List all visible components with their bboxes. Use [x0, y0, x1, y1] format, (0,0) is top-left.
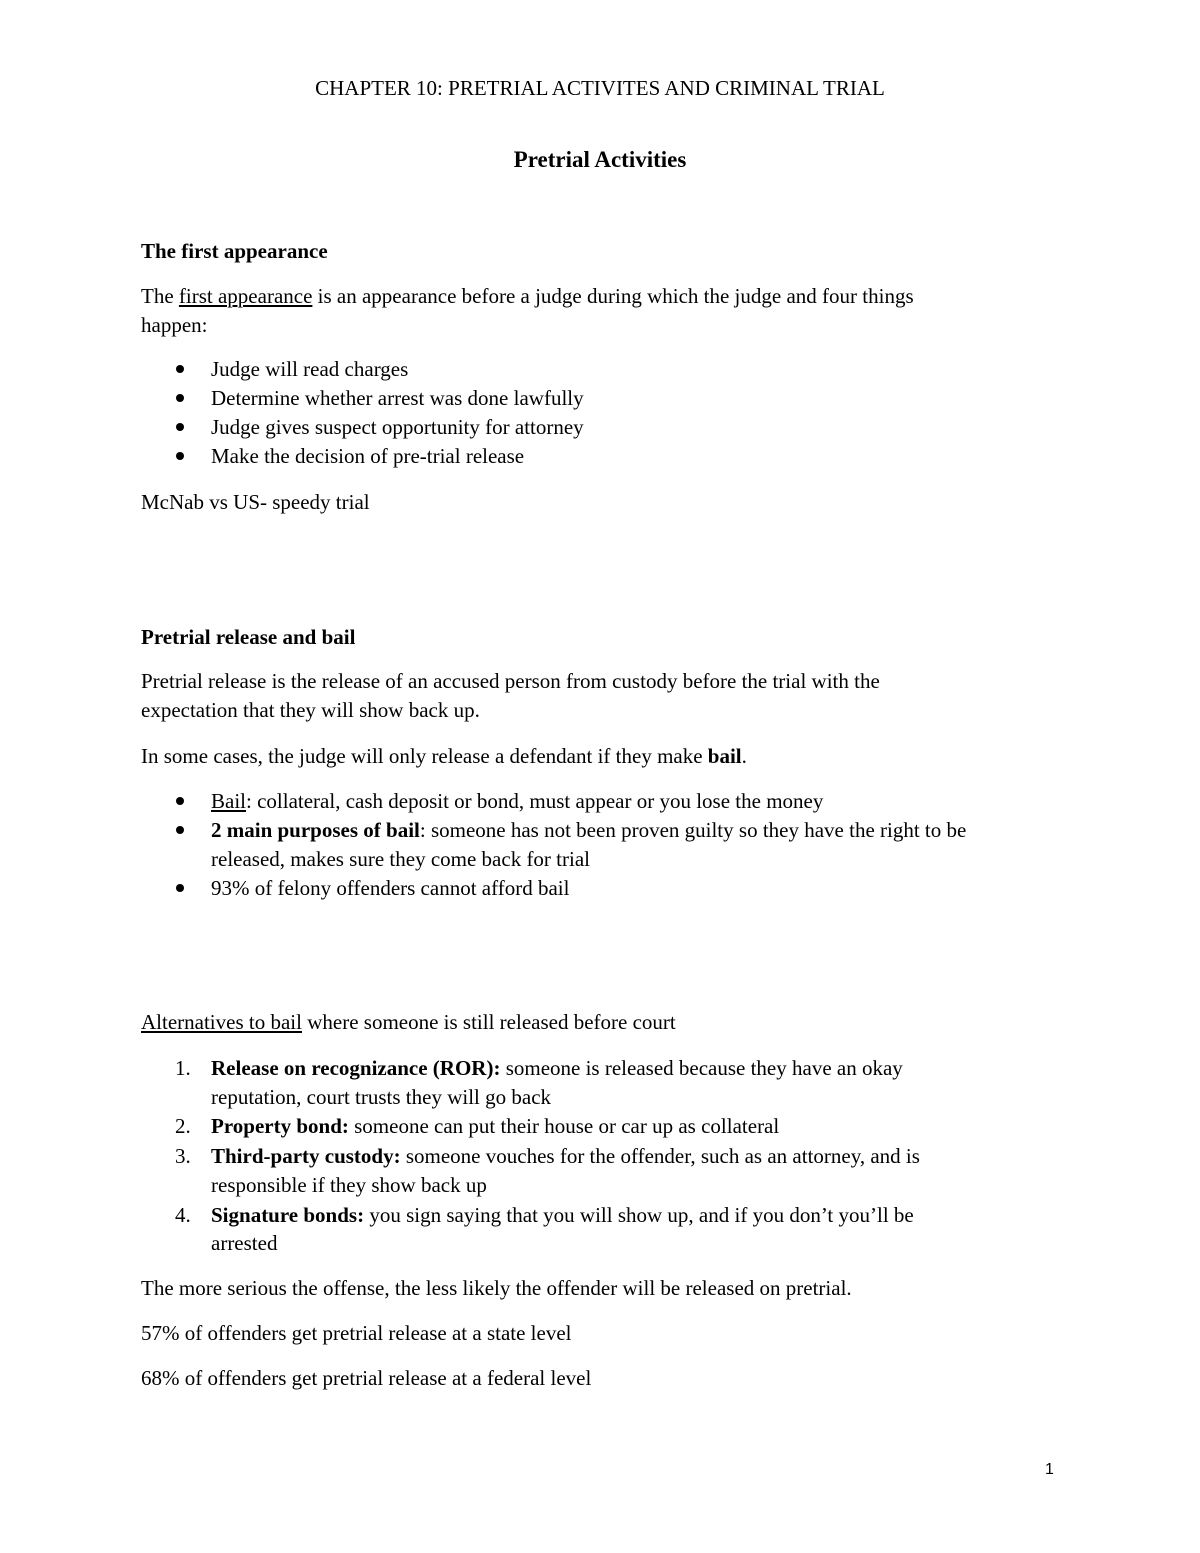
bullet-icon	[176, 884, 184, 892]
list-number: 1.	[175, 1056, 191, 1080]
list-number: 3.	[175, 1144, 191, 1168]
first-appearance-heading: The first appearance	[141, 239, 328, 263]
case-note: McNab vs US- speedy trial	[141, 490, 370, 514]
bullet-icon	[176, 423, 184, 431]
first-appearance-intro-line1: The first appearance is an appearance before a judge during which the judge and four things	[141, 284, 914, 308]
list-item: Release on recognizance (ROR): someone is released because they have an okay	[211, 1056, 903, 1080]
list-item: Make the decision of pre-trial release	[211, 444, 525, 468]
note-state-level: 57% of offenders get pretrial release at a state level	[141, 1321, 572, 1345]
list-item: Judge gives suspect opportunity for attorney	[211, 415, 584, 439]
page-number: 1	[1045, 1461, 1054, 1478]
list-item-continuation: reputation, court trusts they will go back	[211, 1085, 552, 1109]
bullet-icon	[176, 452, 184, 460]
list-item: Bail: collateral, cash deposit or bond, must appear or you lose the money	[211, 789, 824, 813]
list-item-continuation: released, makes sure they come back for trial	[211, 847, 590, 871]
list-item: 93% of felony offenders cannot afford bail	[211, 876, 570, 900]
list-item-continuation: responsible if they show back up	[211, 1173, 487, 1197]
note-serious-offense: The more serious the offense, the less likely the offender will be released on pretrial.	[141, 1276, 852, 1300]
bullet-icon	[176, 797, 184, 805]
pretrial-definition-line1: Pretrial release is the release of an accused person from custody before the trial with the	[141, 669, 880, 693]
first-appearance-term: first appearance	[178, 284, 313, 308]
chapter-title: CHAPTER 10: PRETRIAL ACTIVITES AND CRIMINAL TRIAL	[315, 76, 885, 100]
list-item: 2 main purposes of bail: someone has not been proven guilty so they have the right to be	[211, 818, 967, 842]
pretrial-release-heading: Pretrial release and bail	[141, 625, 356, 649]
list-item: Property bond: someone can put their house or car up as collateral	[211, 1114, 780, 1138]
list-item: Signature bonds: you sign saying that you will show up, and if you don’t you’ll be	[211, 1203, 914, 1227]
bullet-icon	[176, 826, 184, 834]
list-item-continuation: arrested	[211, 1231, 278, 1255]
list-item: Judge will read charges	[211, 357, 409, 381]
note-federal-level: 68% of offenders get pretrial release at a federal level	[141, 1366, 592, 1390]
list-number: 2.	[175, 1114, 191, 1138]
bullet-icon	[176, 394, 184, 402]
bullet-icon	[176, 365, 184, 373]
bail-note: In some cases, the judge will only release a defendant if they make bail.	[141, 744, 747, 768]
section-title: Pretrial Activities	[513, 147, 687, 172]
list-item: Determine whether arrest was done lawfully	[211, 386, 584, 410]
alternatives-heading: Alternatives to bail where someone is still released before court	[141, 1010, 676, 1034]
list-item: Third-party custody: someone vouches for the offender, such as an attorney, and is	[211, 1144, 920, 1168]
list-number: 4.	[175, 1203, 191, 1227]
pretrial-definition-line2: expectation that they will show back up.	[141, 698, 480, 722]
first-appearance-intro-line2: happen:	[141, 313, 208, 337]
